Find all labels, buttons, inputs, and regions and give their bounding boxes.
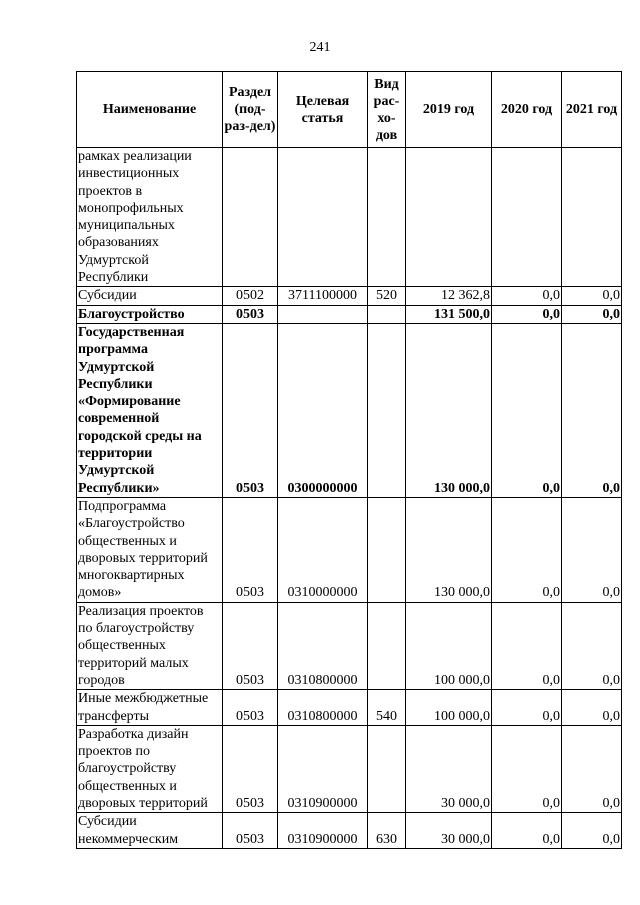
table-row [77,148,622,287]
cell-section: 0503 [223,690,278,726]
cell-2021: 0,0 [562,813,622,849]
cell-section: 0503 [223,497,278,602]
cell-2021: 0,0 [562,602,622,689]
cell-2021: 0,0 [562,305,622,323]
cell-target [278,305,368,323]
cell-name: Разработка дизайн проектов по благоустройству общественных и дворовых территорий [77,725,223,812]
cell-2020 [492,148,562,287]
cell-2019: 131 500,0 [406,305,492,323]
header-name: Наименование [77,72,223,148]
cell-target: 0310900000 [278,725,368,812]
cell-2019: 30 000,0 [406,725,492,812]
cell-name: Реализация проектов по благоустройству общественных территорий малых городов [77,602,223,689]
cell-target: 0310900000 [278,813,368,849]
cell-name: Благоустройство [77,305,223,323]
header-2019: 2019 год [406,72,492,148]
table-row [77,725,622,812]
cell-target: 0310000000 [278,497,368,602]
cell-type [368,323,406,497]
cell-2019: 130 000,0 [406,323,492,497]
cell-section: 0503 [223,725,278,812]
table-row [77,305,622,323]
cell-name: Подпрограмма «Благоустройство общественных и дворовых территорий многоквартирных домов» [77,497,223,602]
cell-2020: 0,0 [492,725,562,812]
cell-2019: 30 000,0 [406,813,492,849]
cell-name: Государственная программа Удмуртской Республики «Формирование современной городской среды на территории Удмуртской Республики» [77,323,223,497]
cell-2019: 12 362,8 [406,287,492,305]
cell-target [278,148,368,287]
cell-2021: 0,0 [562,725,622,812]
cell-type [368,305,406,323]
cell-2019: 130 000,0 [406,497,492,602]
cell-section: 0502 [223,287,278,305]
cell-2019: 100 000,0 [406,690,492,726]
header-expense-type: Вид рас-хо-дов [368,72,406,148]
budget-table [76,71,622,849]
cell-section: 0503 [223,323,278,497]
header-section: Раздел (под-раз-дел) [223,72,278,148]
cell-target: 0310800000 [278,602,368,689]
cell-name: рамках реализации инвестиционных проектов в монопрофильных муниципальных образованиях Удмуртской Республики [77,148,223,287]
cell-2021: 0,0 [562,287,622,305]
table-header-row [77,72,622,148]
table-row [77,497,622,602]
table-row [77,602,622,689]
cell-name: Иные межбюджетные трансферты [77,690,223,726]
cell-target: 0310800000 [278,690,368,726]
cell-target: 0300000000 [278,323,368,497]
header-2020: 2020 год [492,72,562,148]
cell-2020: 0,0 [492,497,562,602]
cell-name: Субсидии [77,287,223,305]
table-body [77,148,622,849]
cell-2020: 0,0 [492,813,562,849]
cell-2020: 0,0 [492,287,562,305]
cell-2020: 0,0 [492,305,562,323]
cell-2021: 0,0 [562,690,622,726]
cell-type: 520 [368,287,406,305]
cell-name: Субсидии некоммерческим [77,813,223,849]
table-row [77,323,622,497]
cell-2020: 0,0 [492,323,562,497]
cell-type [368,497,406,602]
cell-section [223,148,278,287]
cell-2021 [562,148,622,287]
cell-section: 0503 [223,813,278,849]
table-row [77,813,622,849]
cell-2021: 0,0 [562,497,622,602]
table-row [77,287,622,305]
cell-2019 [406,148,492,287]
table-row [77,690,622,726]
cell-2021: 0,0 [562,323,622,497]
page-number: 241 [309,40,331,55]
cell-section: 0503 [223,305,278,323]
cell-type [368,725,406,812]
cell-type: 540 [368,690,406,726]
header-target: Целевая статья [278,72,368,148]
cell-type [368,148,406,287]
cell-target: 3711100000 [278,287,368,305]
cell-2020: 0,0 [492,602,562,689]
cell-2020: 0,0 [492,690,562,726]
cell-section: 0503 [223,602,278,689]
cell-2019: 100 000,0 [406,602,492,689]
cell-type [368,602,406,689]
cell-type: 630 [368,813,406,849]
header-2021: 2021 год [562,72,622,148]
